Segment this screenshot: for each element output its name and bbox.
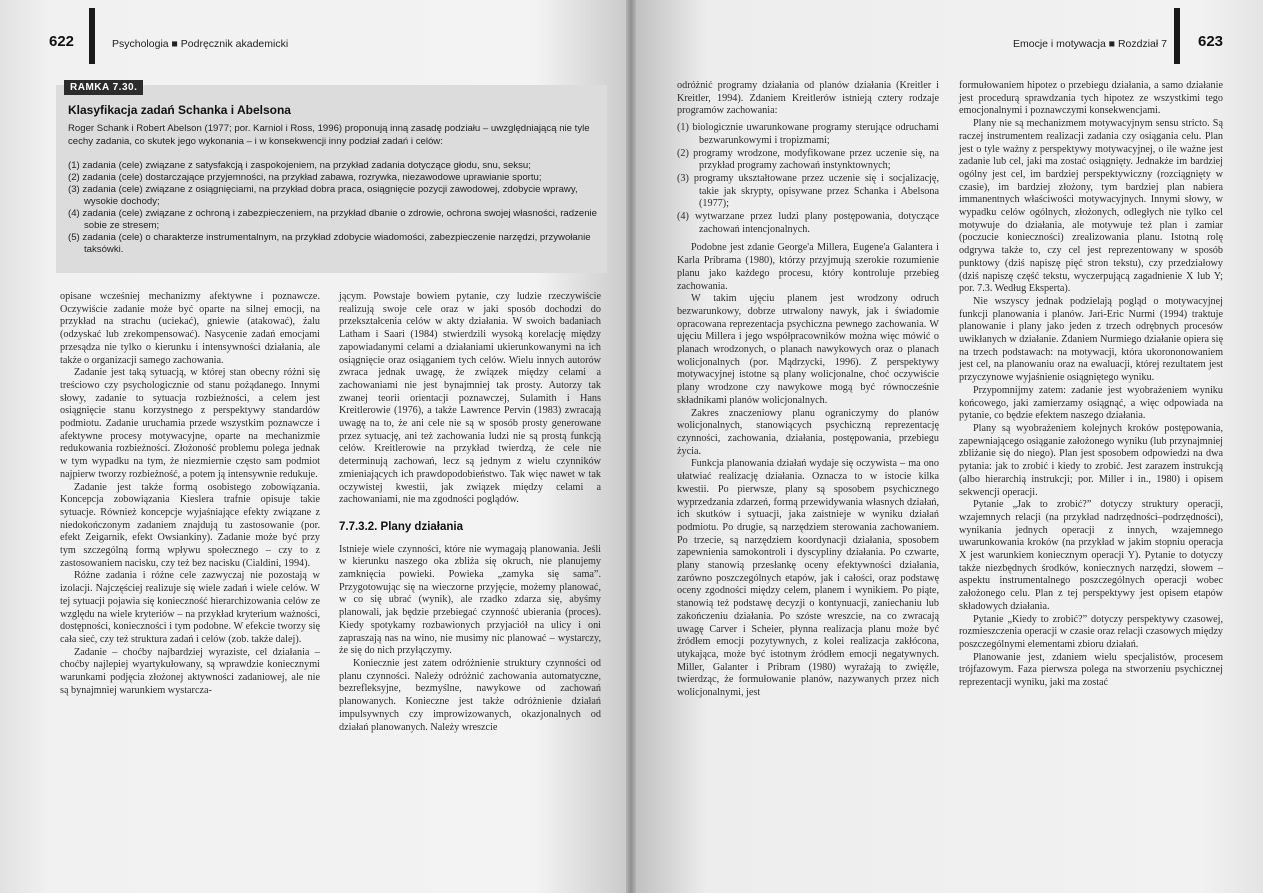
paragraph: Plany są wyobrażeniem kolejnych kroków postępowania, zapewniającego osiąganie założonego wyniku (lub przynajmniej zbliżanie się do niego). Plan jest sposobem odpowiedzi na dwa pytania: jak to zrobić i kiedy to zrobić. Jest zarazem instrukcją (albo hierarchią instrukcji; por. Miller i in., 1980) i opisem sekwencji operacji. [959, 422, 1223, 498]
paragraph: Podobne jest zdanie George'a Millera, Eugene'a Galantera i Karla Pribrama (1980), którzy przyjmują szerokie rozumienie planu jako każdego procesu, który kontroluje przebieg zachowania. [677, 242, 939, 292]
book-spine [626, 0, 636, 893]
left-running-header: Psychologia ■ Podręcznik akademicki [112, 38, 289, 50]
paragraph: Plany nie są mechanizmem motywacyjnym sensu stricto. Są raczej instrumentem realizacji zadania czy osiągania celu. Plan jest o tyle ważny z perspektywy motywacyjnej, o ile ważne jest zadanie lub cel, jaki ma zostać osiągnięty. Jednakże im bardziej ogólny jest cel, im bardziej perspektywiczny (rozciągnięty w czasie), im bardziej złożony, tym bardziej plan nabiera immanentnych właściwości motywacyjnych. Innymi słowy, w wypadku celów ogólnych, złożonych, odległych nie tylko cel motywuje do działania, ale motywuje też plan i zamiar (poczucie konieczności) zrealizowania planu. Istotną rolę odgrywa także to, czy cel jest reprezentowany w sposób punktowy (dziś napiszę pięć stron tekstu), czy przedziałowy (dziś napiszę część tekstu, wyczerpującą zagadnienie X lub Y; por. 7.3. Według Eksperta). [959, 118, 1223, 295]
paragraph: Istnieje wiele czynności, które nie wymagają planowania. Jeśli w kierunku naszego oka zbliża się okruch, nie planujemy zamknięcia powieki. Powieka „zamyka się sama”. Przygotowując się na wieczorne przyjęcie, możemy planować, w co się ubrać (wynik), ale rzadko zdarza się, abyśmy planowali, jak będzie przebiegać czynność ubierania (proces). Kiedy spotykamy rozbawionych przyjaciół na ulicy i oni zapraszają nas na wino, nie musimy nic planować – wystarczy, że się do nich przyłączymy. [339, 543, 601, 657]
paragraph: Planowanie jest, zdaniem wielu specjalistów, procesem trójfazowym. Faza pierwsza polega na stworzeniu psychicznej reprezentacji wyniku, jaki ma zostać [959, 651, 1223, 689]
paragraph: Pytanie „Kiedy to zrobić?” dotyczy perspektywy czasowej, rozmieszczenia operacji w czasie oraz relacji czasowych między poszczególnymi elementami zbioru działań. [959, 613, 1223, 650]
box-list-item: (3) zadania (cele) związane z osiągnięciami, na przykład dobra praca, osiągnięcie pozycji zawodowej, zdobycie wprawy, wysokie dochody; [68, 184, 578, 207]
right-column-1 [677, 80, 939, 700]
programs-list-item: (3) programy ukształtowane przez uczenie się i socjalizację, takie jak skrypty, opisywane przez Schanka i Abelsona (1977); [677, 172, 939, 210]
paragraph: Pytanie „Jak to zrobić?” dotyczy struktury operacji, wzajemnych relacji (na przykład nadrzędności–podrzędności), wynikania jednych operacji z innych, wzajemnego uwarunkowania kroków (na przykład w jakim stopniu operacja X jest warunkiem koniecznym operacji Y). Pytanie to dotyczy także niezbędnych środków, koniecznych narzędzi, słowem – aspektu instrumentalnego poszczególnych operacji wobec założonego celu. Plan z tej perspektywy jest opisem etapów składowych działania. [959, 499, 1223, 612]
box-list-item: (1) zadania (cele) związane z satysfakcją i zaspokojeniem, na przykład zadania dotyczące głodu, snu, seksu; [68, 160, 531, 171]
paragraph: odróżnić programy działania od planów działania (Kreitler i Kreitler, 1994). Zdaniem Kreitlerów istnieją cztery rodzaje programów zachowania: [677, 80, 939, 117]
left-column-1 [60, 291, 320, 698]
right-page [631, 0, 1263, 893]
paragraph: Nie wszyscy jednak podzielają pogląd o motywacyjnej funkcji planowania i planów. Jari-Eric Nurmi (1994) traktuje planowanie i plany jako jeden z trzech odrębnych procesów uwikłanych w działanie. Zdaniem Nurmiego działanie opiera się na trzech podstawach: na motywacji, która ukorononowaniem jest cel, na planowaniu oraz na ewaluacji, której rezultatem jest przyczynowe wyjaśnienie osiągniętego wyniku. [959, 295, 1223, 384]
paragraph: Koniecznie jest zatem odróżnienie struktury czynności od planu czynności. Należy odróżnić zachowania automatyczne, bezrefleksyjne, bezmyślne, nawykowe od zachowań planowanych. Konieczne jest także odróżnienie działań impulsywnych czy improwizowanych, okazjonalnych od działań planowanych. Należy wreszcie [339, 657, 601, 733]
paragraph: formułowaniem hipotez o przebiegu działania, a samo działanie jest procedurą sprawdzania tych hipotez ze wszystkimi tego emocjonalnymi i poznawczymi konsekwencjami. [959, 80, 1223, 117]
programs-list-item: (1) biologicznie uwarunkowane programy sterujące odruchami bezwarunkowymi i tropizmami; [677, 122, 939, 146]
right-page-number: 623 [1198, 33, 1224, 50]
box-intro: Roger Schank i Robert Abelson (1977; por. Karniol i Ross, 1996) proponują inną zasadę podziału – uwzględniającą nie tyle cechy zadania, co skutek jego wykonania – i w konsekwencji inny podział zadań i celów: [68, 123, 590, 147]
right-header-bar [1174, 8, 1180, 64]
left-page-number: 622 [49, 33, 75, 50]
paragraph: Funkcja planowania działań wydaje się oczywista – ma ono ułatwiać realizację działania. Oznacza to w istocie kilka kwestii. Po pierwsze, plany są sposobem psychicznego wyprzedzania zdarzeń, formą przewidywania własnych działań, ich skutków i sytuacji, jaka zaistnieje w wyniku działań podmiotu. Po drugie, są narzędziem sterowania zachowaniem. Po trzecie, są narzędziem koordynacji działania, sposobem zapewnienia samokontroli i dyscypliny działania. Po czwarte, plany stanowią przesłankę oceny efektywności działania, zarówno poszczególnych etapów, jak i całości, oraz podstawę oceny zgodności między celem, planem i wynikiem. Po piąte, stanowią też podstawę decyzji o kontynuacji, zaniechaniu lub zakończeniu działania. Po szóste wreszcie, na co zwracają uwagę Carver i Scheier, płynna realizacja planu może być źródłem emocji pozytywnych, z kolei realizacja zakłócona, utykająca, może być istotnym źródłem emocji negatywnych. Miller, Galanter i Pribram (1980) wyrażają to zwięźle, twierdząc, że formułowanie planów, nazywanych przez nich wolicjonalnymi, jest [677, 458, 939, 699]
paragraph: Przypomnijmy zatem: zadanie jest wyobrażeniem wyniku końcowego, jaki zamierzamy osiągnąć, a więc odpowiada na pytanie, co będzie efektem naszego działania. [959, 384, 1223, 422]
box-list-item: (2) zadania (cele) dostarczające przyjemności, na przykład zabawa, rozrywka, niezawodowe uprawianie sportu; [68, 172, 542, 183]
programs-list-item: (2) programy wrodzone, modyfikowane przez uczenie się, na przykład programy zachowań instynktownych; [677, 147, 939, 172]
section-heading: 7.7.3.2. Plany działania [339, 520, 464, 533]
box-list-item: (5) zadania (cele) o charakterze instrumentalnym, na przykład zdobycie wiadomości, zabezpieczenie narzędzi, przywołanie taksówki. [68, 232, 591, 255]
paragraph: W takim ujęciu planem jest wrodzony odruch bezwarunkowy, dobrze utrwalony nawyk, jak i świadomie opracowana reprezentacja psychiczna pewnego zachowania. W ujęciu Millera i jego współpracowników można więc mówić o planach wrodzonych, o planach nawykowych oraz o planach wolicjonalnych (por. Mądrzycki, 1996). Z perspektywy motywacyjnej istotne są plany wolicjonalne, choć oczywiście plany wrodzone czy nawykowe mogą być równocześnie składnikami planów wolicjonalnych. [677, 293, 939, 406]
box-list [68, 160, 598, 256]
paragraph: Różne zadania i różne cele zazwyczaj nie pozostają w izolacji. Najczęściej realizuje się wiele zadań i wiele celów. W tej sytuacji pojawia się konieczność hierarchizowania celów ze względu na wiele kryteriów – na przykład kryterium ważności, dostępności, konieczności i tym podobne. W efekcie tworzy się cała sieć, czy też struktura zadań i celów (zob. także dalej). [60, 570, 320, 645]
ramka-label: RAMKA 7.30. [64, 80, 143, 95]
paragraph: Zakres znaczeniowy planu ograniczymy do planów wolicjonalnych, stanowiących psychiczną reprezentację czynności, zachowania, działania, postępowania, przebiegu życia. [677, 407, 939, 457]
paragraph: Zadanie jest taką sytuacją, w której stan obecny różni się treściowo czy psychologicznie od stanu pożądanego. Innymi słowy, zadanie to sytuacja rozbieżności, a celem jest osiągnięcie stanu korzystnego z perspektywy standardów podmiotu. Zadanie uruchamia przede wszystkim poznawcze i afektywne procesy motywacyjne, oparte na mechanizmie redukowania rozbieżności. Złożoność problemu polega jednak w tym wypadku na tym, że niezmiernie często sam podmiot najpierw tworzy rozbieżność, a potem ją intensywnie redukuje. [60, 367, 320, 480]
box-list-item: (4) zadania (cele) związane z ochroną i zabezpieczeniem, na przykład dbanie o zdrowie, ochrona swojej własności, radzenie sobie ze stresem; [68, 208, 598, 231]
box-title: Klasyfikacja zadań Schanka i Abelsona [68, 103, 291, 117]
left-column-2 [339, 291, 601, 734]
right-column-2 [959, 80, 1223, 690]
paragraph: Zadanie jest także formą osobistego zobowiązania. Koncepcja zobowiązania Kieslera trafnie opisuje takie sytuacje. Również koncepcje wyjaśniające efekty związane z niedokończonym zadaniem znajdują tu zastosowanie (por. efekt Zeigarnik, efekt Owsiankiny). Zadanie może być przy tym szczególną formą wpływu społecznego – czy to z zastosowaniem nacisku, czy też bez nacisku (Cialdini, 1994). [60, 481, 320, 569]
programs-list [677, 122, 939, 236]
left-header-bar [89, 8, 95, 64]
programs-list-item: (4) wytwarzane przez ludzi plany postępowania, dotyczące zachowań intencjonalnych. [677, 211, 939, 235]
paragraph: opisane wcześniej mechanizmy afektywne i poznawcze. Oczywiście zadanie może być oparte na silnej emocji, na przykład na strachu (uciekać), gniewie (atakować), żalu (odzyskać lub zrekompensować). Nasycenie zadań emocjami przesądza nie tylko o kierunku i intensywności działania, ale także o organizacji samego zachowania. [60, 291, 320, 366]
left-page [0, 0, 631, 893]
paragraph: Zadanie – choćby najbardziej wyraziste, cel działania – choćby najlepiej wyartykułowany, są wprawdzie koniecznymi warunkami podjęcia złożonej aktywności zadaniowej, ale nie są bynajmniej warunkiem wystarcza- [60, 646, 320, 696]
paragraph: jącym. Powstaje bowiem pytanie, czy ludzie rzeczywiście realizują swoje cele oraz w jaki sposób dochodzi do przekształcenia celów w akty działania. W swoich badaniach Latham i Saari (1984) stwierdzili wysoką korelację między zapowiadanymi celami a działaniami ukierunkowanymi na ich osiągnięcie oraz osiąganiem tych celów. Wielu innych autorów zwraca jednak uwagę, że związek między celami a zachowaniami nie jest bynajmniej tak prosty. Autorzy tak zwanej teorii orientacji poznawczej, Sulamith i Hans Kreitlerowie (1976), a także Lawrence Pervin (1983) zwracają uwagę na to, że ani cele nie są w sposób prosty generowane przez sytuację, ani też zachowania ludzi nie są prostą funkcją celów. Kreitlerowie na przykład twierdzą, że cele nie determinują zachowań, lecz są jednym z wielu czynników zmieniających ich prawdopodobieństwo. Tak więc nawet w tak oczywistej kwestii, jak związek między celami a zachowaniami, nie ma zgodności poglądów. [339, 291, 601, 506]
right-running-header: Emocje i motywacja ■ Rozdział 7 [1013, 38, 1167, 50]
